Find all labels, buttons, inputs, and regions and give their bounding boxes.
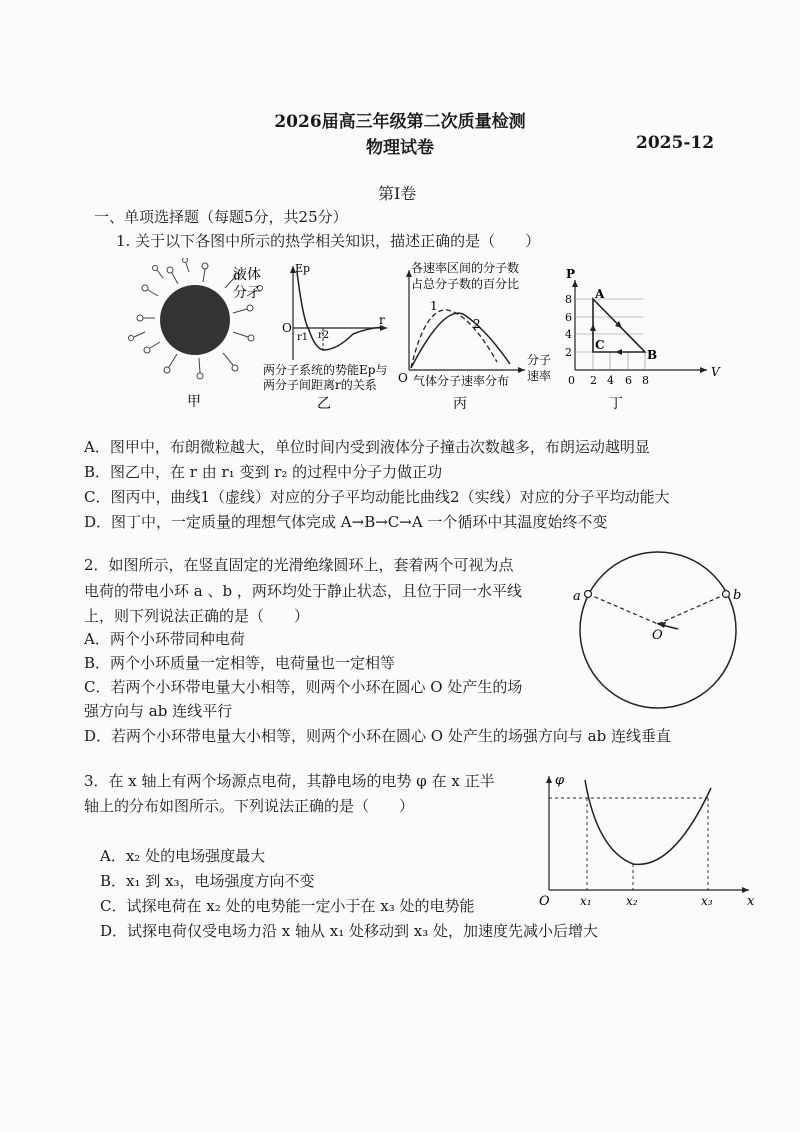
exam-title: 2026届高三年级第二次质量检测 (274, 112, 526, 132)
exam-subject: 物理试卷 (366, 138, 434, 158)
yi-note2: 两分子间距离r的关系 (263, 378, 377, 392)
q2-label-o: O (652, 628, 663, 643)
yi-r1: r1 (297, 332, 309, 343)
q1-option-d: D．图丁中，一定质量的理想气体完成 A→B→C→A 一个循环中其温度始终不变 (84, 513, 608, 531)
ding-point-b: B (647, 348, 658, 362)
ding-xtick-6: 6 (625, 374, 632, 387)
q3-potential-curve (585, 780, 711, 864)
bing-label-1: 1 (430, 299, 438, 313)
q3-figure (535, 768, 765, 913)
q3-option-b: B．x₁ 到 x₃，电场强度方向不变 (100, 872, 315, 890)
q3-option-a: A．x₂ 处的电场强度最大 (100, 847, 266, 865)
jia-caption: 甲 (187, 394, 201, 410)
ding-xtick-0: 0 (568, 374, 575, 387)
section-heading: 一、单项选择题（每题5分，共25分） (94, 208, 348, 226)
q2-option-b: B．两个小环质量一定相等，电荷量也一定相等 (84, 654, 396, 672)
yi-curve (297, 272, 383, 350)
q1-stem: 1. 关于以下各图中所示的热学相关知识，描述正确的是（ ） (116, 232, 541, 250)
fig-ding (565, 267, 721, 412)
ding-ytick-2: 2 (565, 346, 572, 359)
q2-option-a: A．两个小环带同种电荷 (84, 630, 245, 648)
q2-option-c-line2: 强方向与 ab 连线平行 (84, 702, 233, 720)
yi-r2: r2 (318, 330, 330, 341)
volume-label: 第Ⅰ卷 (378, 184, 417, 203)
ding-point-a: A (595, 287, 605, 301)
q2-option-d: D．若两个小环带电量大小相等，则两个小环在圆心 O 处产生的场强方向与 ab 连线垂直 (84, 727, 671, 745)
yi-caption: 乙 (317, 396, 331, 412)
bing-label-2: 2 (473, 317, 481, 331)
q3-x2: x₂ (626, 894, 638, 908)
bing-xlabel-bottom: 速率 (527, 369, 552, 383)
yi-note1: 两分子系统的势能Ep与 (263, 363, 388, 377)
bing-title1: 各速率区间的分子数 (411, 261, 520, 275)
ding-ytick-6: 6 (565, 311, 572, 324)
q1-figures (125, 258, 725, 418)
ding-caption: 丁 (609, 396, 623, 412)
ding-ytick-4: 4 (565, 328, 572, 341)
fig-jia (129, 258, 263, 410)
q2-line-a (588, 594, 658, 624)
q2-ring-a (585, 591, 592, 598)
ding-ytick-8: 8 (565, 293, 572, 306)
q2-line-b (658, 594, 726, 624)
q3-stem-line1: 3．在 x 轴上有两个场源点电荷，其静电场的电势 φ 在 x 正半 (84, 772, 495, 790)
bing-curve-1 (411, 310, 497, 368)
jia-label-molecule: 分子 (233, 285, 261, 301)
yi-axis-y: Ep (295, 262, 311, 275)
q3-option-d: D．试探电荷仅受电场力沿 x 轴从 x₁ 处移动到 x₃ 处，加速度先减小后增大 (100, 922, 599, 940)
fig-bing (398, 260, 551, 412)
bing-note: 气体分子速率分布 (413, 374, 510, 388)
q3-axis-y: φ (555, 773, 565, 788)
ding-xtick-2: 2 (590, 374, 597, 387)
yi-origin: O (282, 321, 292, 335)
q3-stem-line2: 轴上的分布如图所示。下列说法正确的是（ ） (84, 797, 415, 815)
bing-title2: 占总分子数的百分比 (411, 277, 520, 291)
q2-option-c-line1: C．若两个小环带电量大小相等，则两个小环在圆心 O 处产生的场 (84, 678, 523, 696)
q2-figure (570, 543, 750, 723)
bing-origin: O (398, 371, 408, 385)
q3-origin: O (539, 894, 550, 909)
q3-x1: x₁ (580, 894, 592, 908)
q2-label-a: a (573, 589, 581, 604)
ding-axis-x: V (711, 365, 720, 379)
q3-x3: x₃ (701, 894, 713, 908)
q2-stem-line1: 2．如图所示，在竖直固定的光滑绝缘圆环上，套着两个可视为点 (84, 556, 514, 574)
exam-date: 2025-12 (636, 133, 715, 153)
yi-axis-x: r (379, 313, 385, 327)
ding-xtick-4: 4 (607, 374, 614, 387)
q2-stem-line3: 上，则下列说法正确的是（ ） (84, 607, 310, 625)
jia-label-liquid: 液体 (233, 267, 261, 283)
bing-xlabel-top: 分子 (527, 353, 552, 367)
q1-option-c: C．图丙中，曲线1（虚线）对应的分子平均动能比曲线2（实线）对应的分子平均动能大 (84, 488, 670, 506)
bing-caption: 丙 (453, 396, 467, 412)
q3-axis-x: x (747, 894, 755, 909)
q3-option-c: C．试探电荷在 x₂ 处的电势能一定小于在 x₃ 处的电势能 (100, 897, 475, 915)
q1-option-b: B．图乙中，在 r 由 r₁ 变到 r₂ 的过程中分子力做正功 (84, 463, 443, 481)
brownian-particle (160, 285, 230, 355)
ding-axis-y: P (566, 267, 576, 281)
q2-ring-b (723, 591, 730, 598)
ding-point-c: C (595, 338, 605, 352)
q2-stem-line2: 电荷的带电小环 a 、b ，两环均处于静止状态，且位于同一水平线 (84, 582, 522, 600)
q1-option-a: A．图甲中，布朗微粒越大，单位时间内受到液体分子撞击次数越多，布朗运动越明显 (84, 438, 650, 456)
fig-yi (263, 262, 387, 412)
ding-xtick-8: 8 (642, 374, 649, 387)
q2-label-b: b (733, 588, 742, 603)
